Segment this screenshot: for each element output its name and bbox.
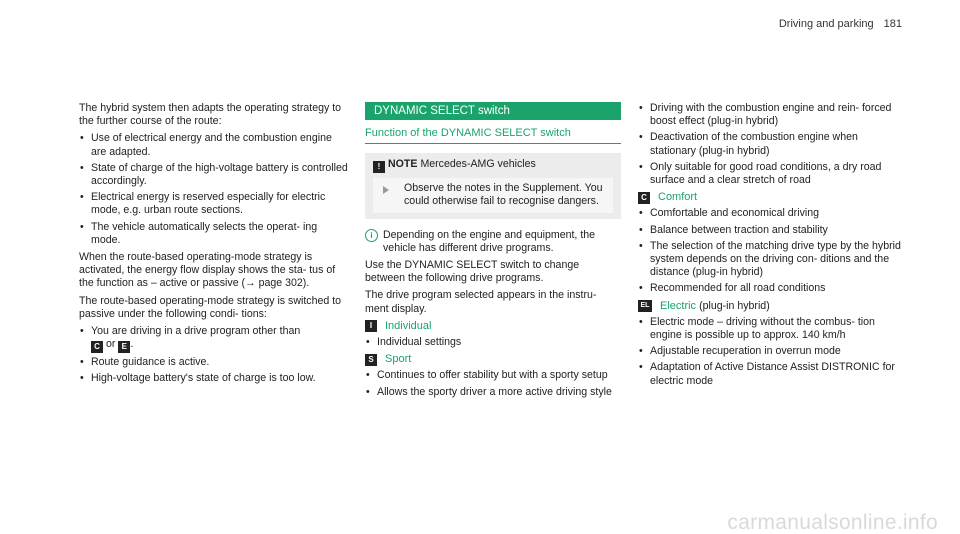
- adapt-list: [79, 132, 349, 247]
- section-title: Driving and parking: [778, 18, 874, 30]
- list-item: • The vehicle automatically selects the operat- ing mode.: [79, 221, 349, 247]
- warning-icon: !: [373, 161, 385, 173]
- energy-flow-paragraph: When the route-based operating-mode strategy is activated, the energy flow display shows the sta- tus of the function as – active or passive (→ page 302).: [79, 251, 336, 290]
- note-body: [373, 178, 613, 212]
- period-text: .: [130, 338, 134, 351]
- page-header: [779, 18, 902, 31]
- passive-conditions-list: [79, 325, 349, 386]
- electric-heading: [638, 300, 903, 313]
- list-item: • Balance between traction and stability: [638, 224, 903, 237]
- list-item: • Continues to offer stability but with a sporty setup: [365, 369, 621, 382]
- switch-paragraph: Use the DYNAMIC SELECT switch to change between the following drive programs.: [365, 259, 580, 285]
- list-item: • Route guidance is active.: [79, 356, 349, 369]
- list-item: • Driving with the combustion engine and rein- forced boost effect (plug-in hybrid): [638, 102, 903, 128]
- or-text: or: [105, 338, 116, 351]
- individual-label: Individual: [385, 319, 432, 332]
- list-item: • Individual settings: [365, 336, 621, 349]
- individual-program-icon: I: [365, 320, 377, 332]
- sport-heading: [365, 353, 621, 366]
- list-item: • Allows the sporty driver a more active driving style: [365, 386, 621, 399]
- arrow-icon: [383, 186, 389, 194]
- note-header: [373, 157, 613, 173]
- list-item: • Adaptation of Active Distance Assist DISTRONIC for electric mode: [638, 361, 903, 387]
- sport-list: [365, 369, 621, 398]
- list-item: • Comfortable and economical driving: [638, 207, 903, 220]
- list-item: • Adjustable recuperation in overrun mode: [638, 345, 903, 358]
- note-box: [365, 153, 621, 218]
- list-item: • Electrical energy is reserved especially for electric mode, e.g. urban route sections.: [79, 191, 349, 217]
- list-item-text: You are driving in a drive program other than: [91, 325, 301, 338]
- individual-heading: [365, 320, 621, 333]
- page-number: 181: [883, 18, 902, 30]
- sport-list-continued: [638, 102, 903, 187]
- list-item: • The selection of the matching drive type by the hybrid system depends on the driving con- ditions and the distance (plug-in hybrid): [638, 240, 903, 280]
- info-block: [365, 229, 621, 255]
- sport-label: Sport: [385, 353, 412, 366]
- display-paragraph: The drive program selected appears in the instru- ment display.: [365, 289, 597, 315]
- list-item: • Only suitable for good road conditions, a dry road surface and a clear stretch of road: [638, 161, 903, 187]
- note-subtitle: Mercedes-AMG vehicles: [420, 158, 536, 171]
- list-item: • High-voltage battery's state of charge is too low.: [79, 372, 349, 385]
- note-text: Observe the notes in the Supplement. You could otherwise fail to recognise dangers.: [404, 182, 603, 208]
- section-banner: DYNAMIC SELECT switch: [365, 102, 621, 120]
- sport-program-icon: S: [365, 354, 377, 366]
- list-item: • State of charge of the high-voltage battery is controlled accordingly.: [79, 162, 349, 188]
- passive-conditions-paragraph: The route-based operating-mode strategy is switched to passive under the following condi- tions:: [79, 294, 342, 320]
- list-item: • Deactivation of the combustion engine when stationary (plug-in hybrid): [638, 131, 903, 157]
- electric-list: [638, 316, 903, 388]
- eco-program-icon: E: [118, 341, 130, 353]
- comfort-heading: [638, 191, 903, 204]
- list-item: [79, 325, 349, 353]
- subsection-heading: Function of the DYNAMIC SELECT switch: [365, 127, 621, 144]
- intro-paragraph: The hybrid system then adapts the operating strategy to the further course of the route:: [79, 102, 342, 128]
- comfort-label: Comfort: [658, 191, 698, 204]
- info-icon: i: [365, 229, 378, 242]
- column-left: [79, 102, 349, 390]
- column-right: [638, 102, 903, 392]
- list-item: • Electric mode – driving without the combus- tion engine is possible up to approx. 140 km/h: [638, 316, 903, 342]
- note-title: NOTE: [388, 158, 418, 171]
- list-item: • Recommended for all road conditions: [638, 282, 903, 295]
- list-item: • Use of electrical energy and the combustion engine are adapted.: [79, 132, 349, 158]
- electric-label-note: (plug-in hybrid): [699, 299, 770, 312]
- comfort-program-icon: C: [91, 341, 103, 353]
- info-text: Depending on the engine and equipment, the vehicle has different drive programs.: [383, 228, 596, 254]
- watermark: carmanualsonline.info: [727, 510, 938, 534]
- electric-label: Electric: [660, 299, 697, 312]
- column-middle: [365, 102, 621, 403]
- comfort-program-icon: C: [638, 192, 650, 204]
- electric-program-icon: EL: [638, 300, 652, 312]
- individual-list: [365, 336, 621, 349]
- comfort-list: [638, 207, 903, 295]
